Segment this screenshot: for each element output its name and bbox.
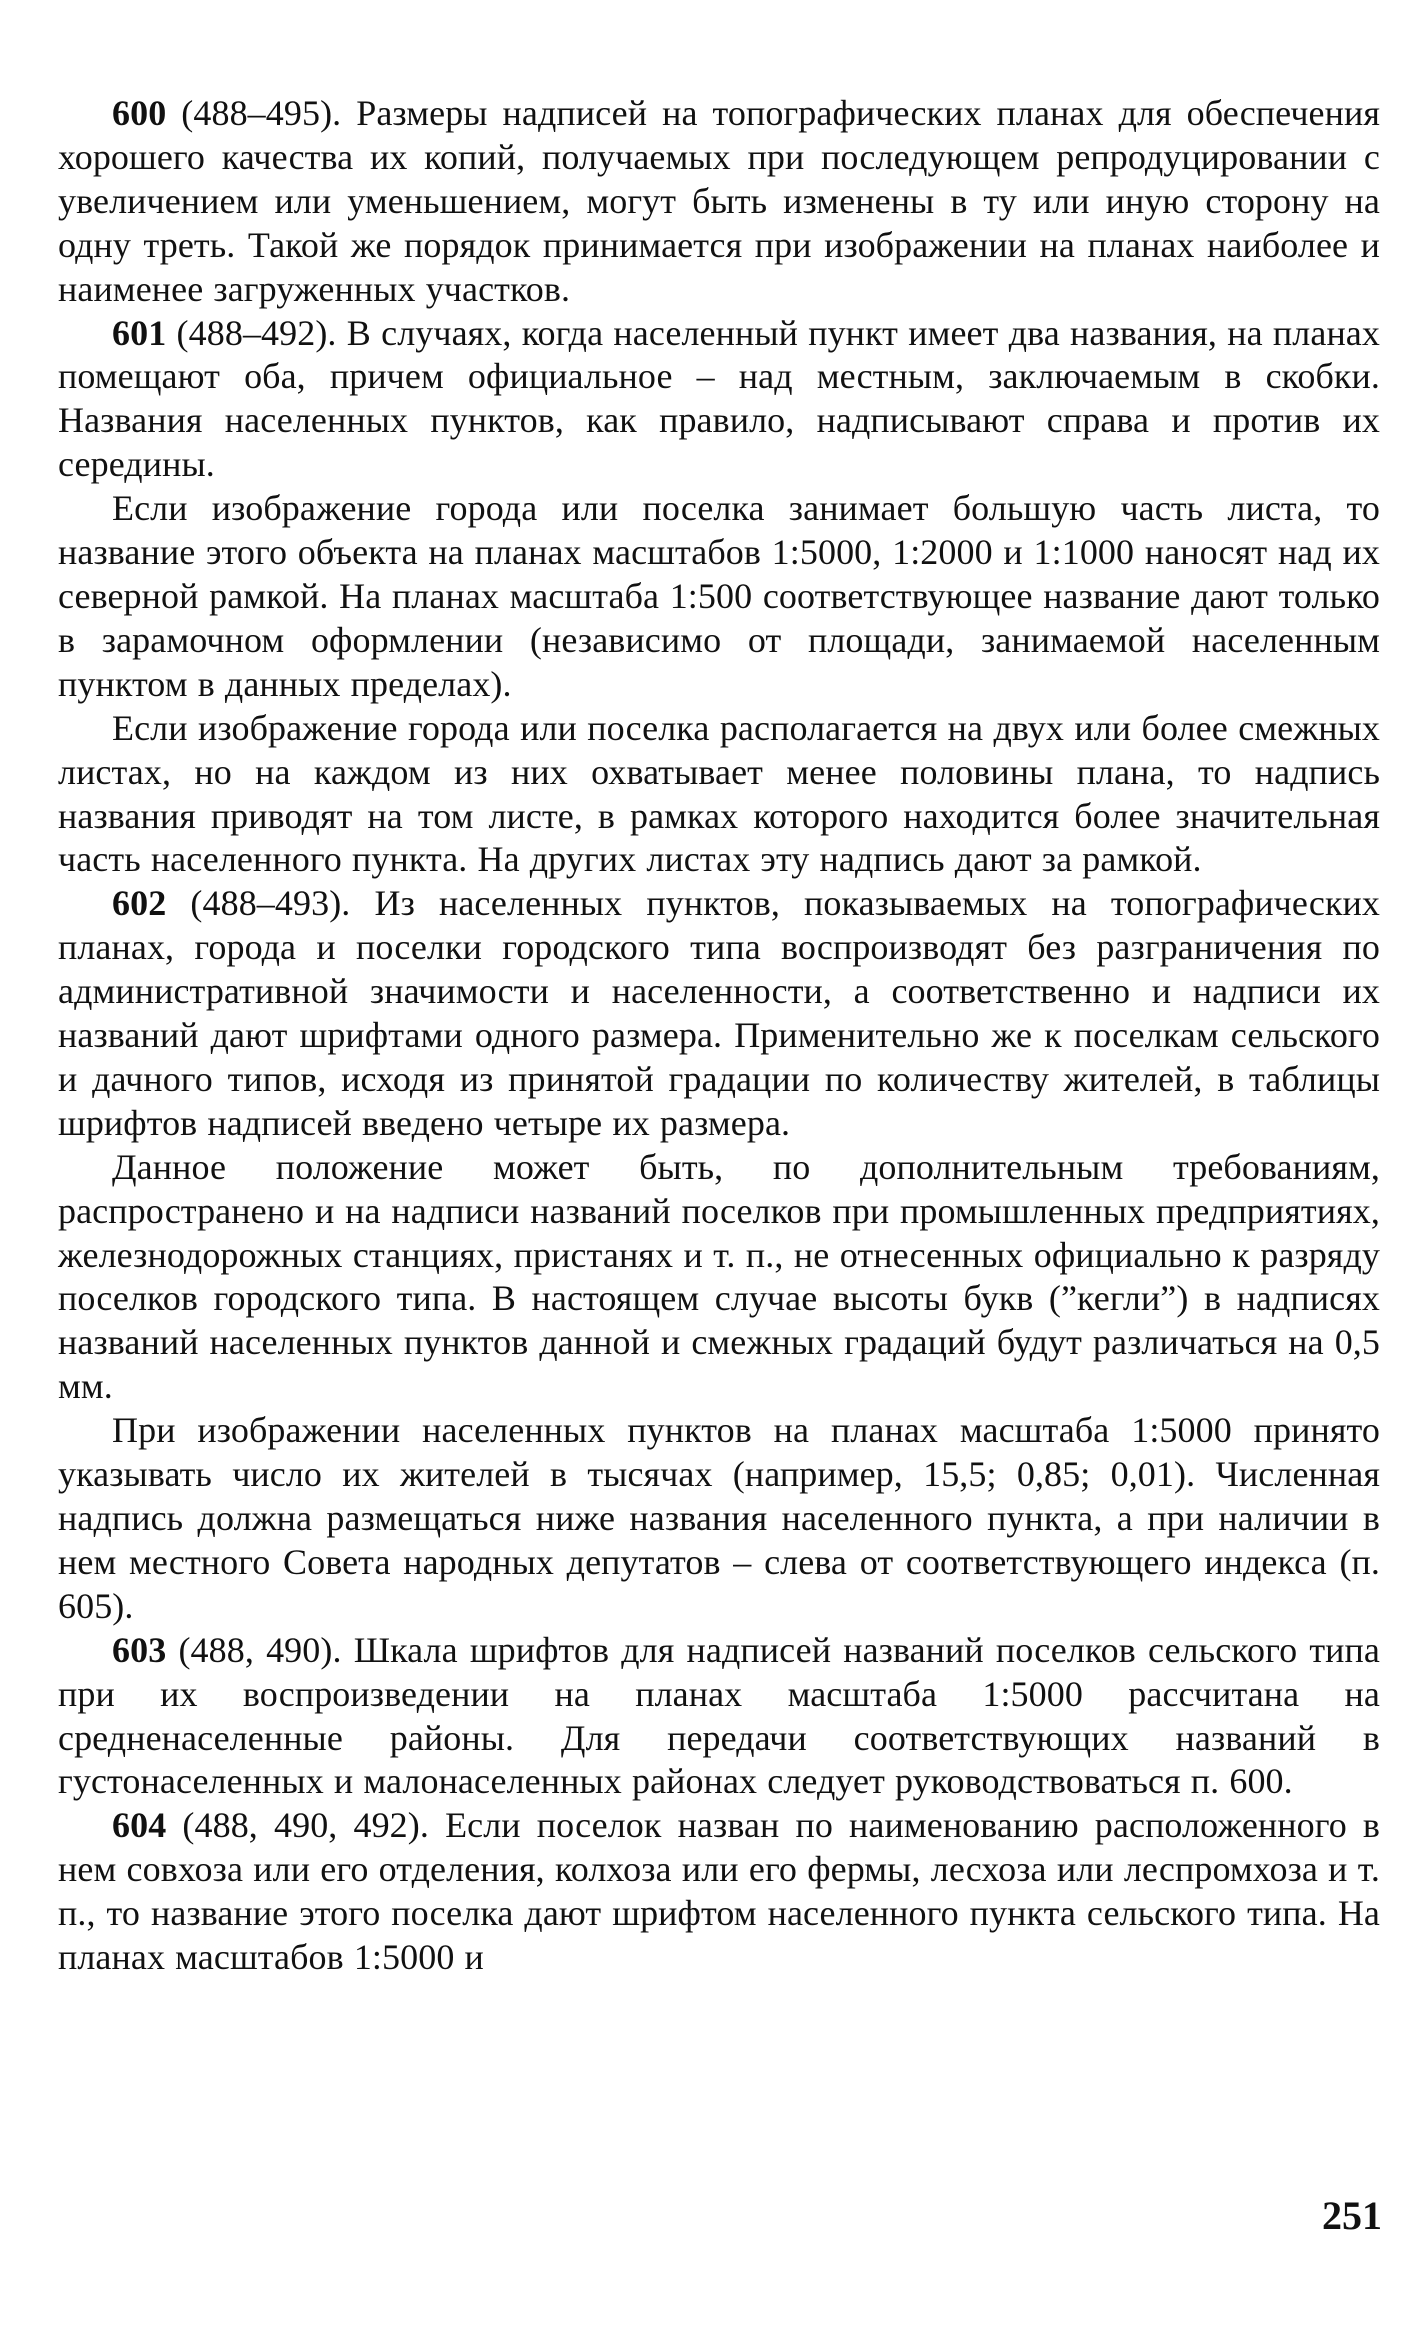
paragraph-601-cont-2 bbox=[58, 707, 1380, 883]
paragraph-602-cont-1 bbox=[58, 1146, 1380, 1409]
paragraph-text: Данное положение может быть, по дополнительным требованиям, распространено и на надписи названий поселков при промышленных предприятиях, железнодорожных станциях, пристанях и т. п., не отнесенных официально к разряду поселков городского типа. В настоящем случае высоты букв (”кегли”) в надписях названий населенных пунктов данной и смежных градаций будут различаться на 0,5 мм. bbox=[58, 1146, 1380, 1407]
section-number: 602 bbox=[112, 883, 167, 924]
paragraph-601 bbox=[58, 312, 1380, 488]
section-number: 604 bbox=[112, 1805, 167, 1846]
paragraph-601-cont-1 bbox=[58, 487, 1380, 707]
section-number: 601 bbox=[112, 312, 167, 353]
paragraph-text: При изображении населенных пунктов на планах масштаба 1:5000 принято указывать число их жителей в тысячах (например, 15,5; 0,85; 0,01). Численная надпись должна размещаться ниже названия населенного пункта, а при наличии в нем местного Совета народных депутатов – слева от соответствующего индекса (п. 605). bbox=[58, 1410, 1380, 1626]
paragraph-604 bbox=[58, 1804, 1380, 1980]
paragraph-text: (488–492). В случаях, когда населенный пункт имеет два названия, на планах помещают оба, причем официальное – над местным, заключаемым в скобки. Названия населенных пунктов, как правило, надписывают справа и против их середины. bbox=[58, 312, 1380, 485]
paragraph-text: (488–493). Из населенных пунктов, показываемых на топографических планах, города и поселки городского типа воспроизводят без разграничения по административной значимости и населенности, а соответственно и надписи их названий дают шрифтами одного размера. Применительно же к поселкам сельского и дачного типов, исходя из принятой градации по количеству жителей, в таблицы шрифтов надписей введено четыре их размера. bbox=[58, 883, 1380, 1143]
section-number: 600 bbox=[112, 93, 167, 133]
paragraph-603 bbox=[58, 1629, 1380, 1805]
paragraph-text: Если изображение города или поселка занимает большую часть листа, то название этого объекта на планах масштабов 1:5000, 1:2000 и 1:1000 наносят над их северной рамкой. На планах масштаба 1:500 соответствующее название дают только в зарамочном оформлении (независимо от площади, занимаемой населенным пунктом в данных пределах). bbox=[58, 488, 1380, 704]
paragraph-text: (488–495). Размеры надписей на топографических планах для обеспечения хорошего качества их копий, получаемых при последующем репродуцировании с увеличением или уменьшением, могут быть изменены в ту или иную сторону на одну треть. Такой же порядок принимается при изображении на планах наиболее и наименее загруженных участков. bbox=[58, 93, 1380, 309]
paragraph-602 bbox=[58, 882, 1380, 1145]
paragraph-602-cont-2 bbox=[58, 1409, 1380, 1629]
paragraph-text: (488, 490). Шкала шрифтов для надписей названий поселков сельского типа при их воспроизведении на планах масштаба 1:5000 рассчитана на средненаселенные районы. Для передачи соответствующих названий в густонаселенных и малонаселенных районах следует руководствоваться п. 600. bbox=[58, 1629, 1380, 1802]
document-page bbox=[58, 92, 1380, 1980]
paragraph-600 bbox=[58, 92, 1380, 312]
section-number: 603 bbox=[112, 1629, 167, 1670]
paragraph-text: Если изображение города или поселка располагается на двух или более смежных листах, но на каждом из них охватывает менее половины плана, то надпись названия приводят на том листе, в рамках которого находится более значительная часть населенного пункта. На других листах эту надпись дают за рамкой. bbox=[58, 707, 1380, 880]
paragraph-text: (488, 490, 492). Если поселок назван по наименованию расположенного в нем совхоза или его отделения, колхоза или его фермы, лесхоза или леспромхоза и т. п., то название этого поселка дают шрифтом населенного пункта сельского типа. На планах масштабов 1:5000 и bbox=[58, 1805, 1380, 1978]
page-number: 251 bbox=[1322, 2193, 1382, 2238]
